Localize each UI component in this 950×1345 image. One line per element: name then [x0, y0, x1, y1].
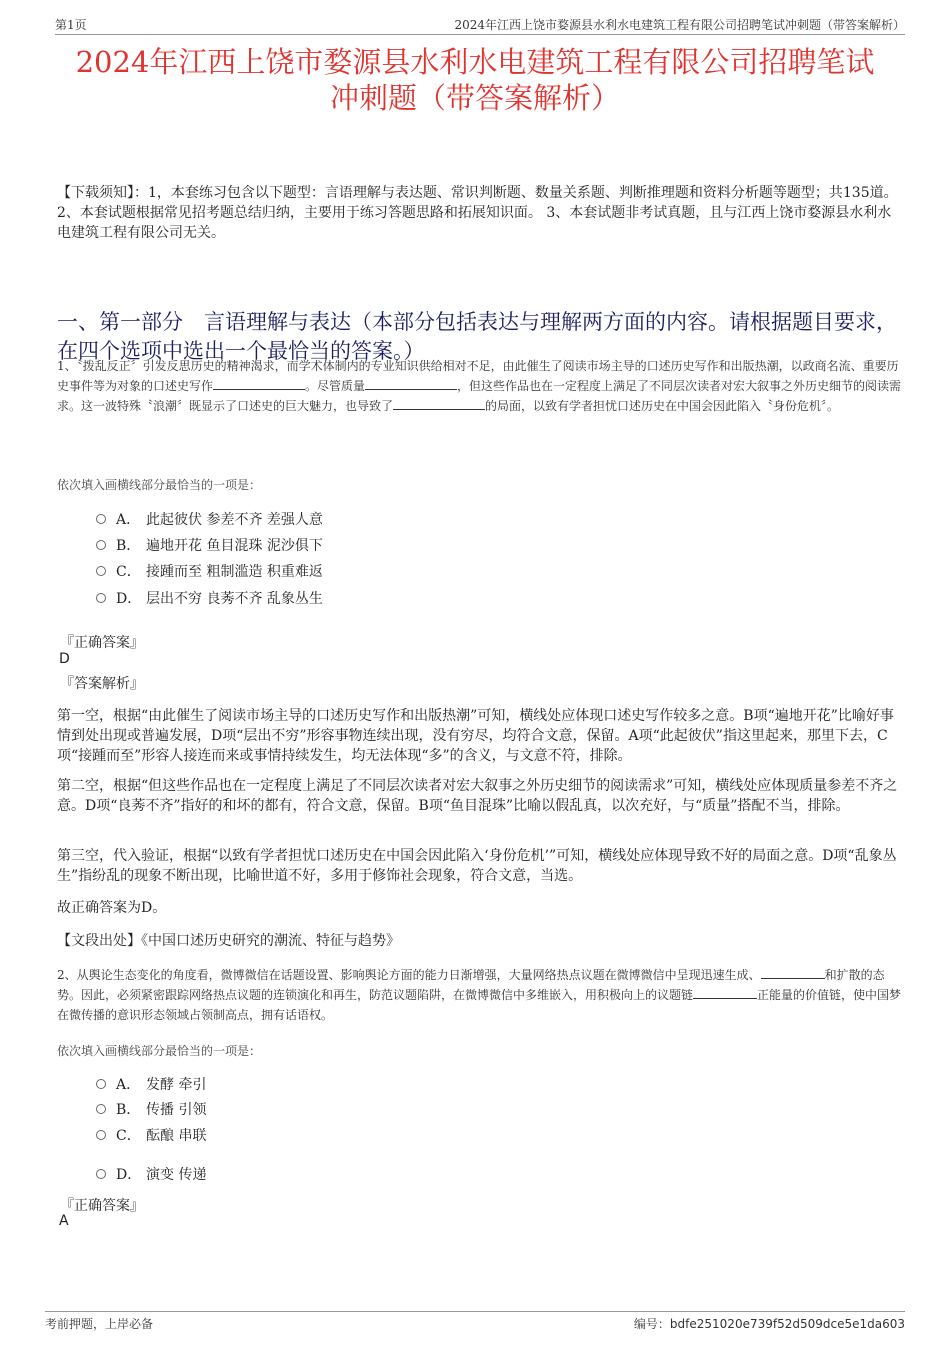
download-notice: 【下载须知】：1，本套练习包含以下题型：言语理解与表达题、常识判断题、数量关系题、判断推理题和资料分析题等题型；共135道。 2、本套试题根据常见招考题总结归纳，主要用于练习答题思路和拓展知识面。 3、本套试题非考试真题，且与江西上饶市婺源县水利水电建筑工程有限公司无关。: [57, 185, 898, 241]
question-1-stem: [57, 356, 902, 416]
q2-text-1: 2、从舆论生态变化的角度看，微博微信在话题设置、影响舆论方面的能力日渐增强，大量网络热点议题在微博微信中呈现迅速生成、: [57, 968, 761, 982]
q1-text-4: 的局面，以致有学者担忧口述历史在中国会因此陷入〝身份危机〞。: [485, 399, 840, 413]
question-1-prompt: 依次填入画横线部分最恰当的一项是：: [57, 478, 262, 492]
answer-blank: [393, 397, 485, 410]
answer-blank: [693, 986, 757, 999]
radio-icon[interactable]: [96, 1079, 106, 1089]
q2-answer: A: [59, 1213, 69, 1229]
title-line-2: 冲刺题（带答案解析）: [329, 81, 620, 115]
q1-answer-label: 『正确答案』: [60, 635, 144, 651]
answer-blank: [213, 377, 305, 390]
q1-analysis-1: 第一空，根据“由此催生了阅读市场主导的口述历史写作和出版热潮”可知，横线处应体现口述史写作较多之意。B项“遍地开花”比喻好事情到处出现或普遍发展，D项“层出不穷”形容事物连续出现，没有穷尽，均符合文意，保留。A项“此起彼伏”指这里起来，那里下去，C项“接踵而至”形容人接连而来或事情持续发生，均无法体现“多”的含义，与文意不符，排除。: [57, 708, 894, 764]
q1-option-c[interactable]: C． 接踵而至 粗制滥造 积重难返: [96, 562, 323, 582]
q1-option-b[interactable]: B． 遍地开花 鱼目混珠 泥沙俱下: [96, 536, 323, 556]
q2-option-b[interactable]: B． 传播 引领: [96, 1100, 206, 1120]
q1-text-3: ，但这些作品也在一定程度上满足了不同层次读者对宏大叙事之外历史细节的阅读需求。这一波特殊〝浪潮〞既显示了口述史的巨大魅力，也导致了: [57, 379, 902, 413]
footer-code-value: bdfe251020e739f52d509dce5e1da603: [669, 1317, 905, 1331]
radio-icon[interactable]: [96, 566, 106, 576]
q1-answer: D: [59, 651, 70, 667]
radio-icon[interactable]: [96, 1130, 106, 1140]
q2-option-a[interactable]: A． 发酵 牵引: [96, 1075, 206, 1095]
q1-option-d[interactable]: D． 层出不穷 良莠不齐 乱象丛生: [96, 589, 323, 609]
radio-icon[interactable]: [96, 540, 106, 550]
q1-analysis-2: 第二空，根据“但这些作品也在一定程度上满足了不同层次读者对宏大叙事之外历史细节的阅读需求”可知，横线处应体现质量参差不齐之意。D项“良莠不齐”指好的和坏的都有，符合文意，保留。B项“鱼目混珠”比喻以假乱真，以次充好，与“质量”搭配不当，排除。: [57, 778, 898, 814]
radio-icon[interactable]: [96, 514, 106, 524]
q2-text-3: 正能量的价值链，使中国梦在微传播的意识形态领域占领制高点，拥有话语权。: [57, 988, 902, 1022]
page-footer: [45, 1311, 905, 1331]
answer-blank: [761, 966, 825, 979]
q1-conclusion: 故正确答案为D。: [57, 900, 167, 916]
radio-icon[interactable]: [96, 593, 106, 603]
q1-analysis-3: 第三空，代入验证，根据“以致有学者担忧口述历史在中国会因此陷入‘身份危机’”可知，横线处应体现导致不好的局面之意。D项“乱象丛生”指纷乱的现象不断出现，比喻世道不好，多用于修饰社会现象，符合文意，当选。: [57, 848, 897, 884]
q2-text-2: 和扩散的态势。因此，必须紧密跟踪网络热点议题的连锁演化和再生，防范议题陷阱，在微博微信中多维嵌入，用积极向上的议题链: [57, 968, 885, 1002]
q1-analysis-label: 『答案解析』: [60, 676, 144, 692]
q1-option-a[interactable]: A． 此起彼伏 参差不齐 差强人意: [96, 510, 323, 530]
footer-slogan: 考前押题，上岸必备: [45, 1317, 154, 1331]
footer-code: [634, 1315, 905, 1332]
q2-answer-label: 『正确答案』: [60, 1198, 144, 1214]
page-number: 第1页: [55, 18, 87, 32]
q1-text-2: 。尽管质量: [305, 379, 366, 393]
page-header: [55, 14, 905, 35]
document-title: [30, 44, 920, 116]
q2-option-d[interactable]: D． 演变 传递: [96, 1165, 206, 1185]
header-doc-title: 2024年江西上饶市婺源县水利水电建筑工程有限公司招聘笔试冲刺题（带答案解析）: [454, 18, 905, 32]
question-2-prompt: 依次填入画横线部分最恰当的一项是：: [57, 1044, 262, 1058]
radio-icon[interactable]: [96, 1104, 106, 1114]
radio-icon[interactable]: [96, 1169, 106, 1179]
answer-blank: [365, 377, 457, 390]
q1-source: 【文段出处】《中国口述历史研究的潮流、特征与趋势》: [57, 933, 400, 949]
footer-code-label: 编号：: [633, 1317, 670, 1331]
question-2-stem: [57, 965, 902, 1025]
q2-option-c[interactable]: C． 酝酿 串联: [96, 1126, 206, 1146]
q1-text-1: 1、〝拨乱反正〞引发反思历史的精神渴求，而学术体制内的专业知识供给相对不足，由此催生了阅读市场主导的口述历史写作和出版热潮，以政商名流、重要历史事件等为对象的口述史写作: [57, 359, 899, 393]
title-line-1: 2024年江西上饶市婺源县水利水电建筑工程有限公司招聘笔试: [75, 45, 875, 79]
section-heading: 一、第一部分 言语理解与表达（本部分包括表达与理解两方面的内容。请根据题目要求，在四个选项中选出一个最恰当的答案。）: [57, 310, 897, 363]
